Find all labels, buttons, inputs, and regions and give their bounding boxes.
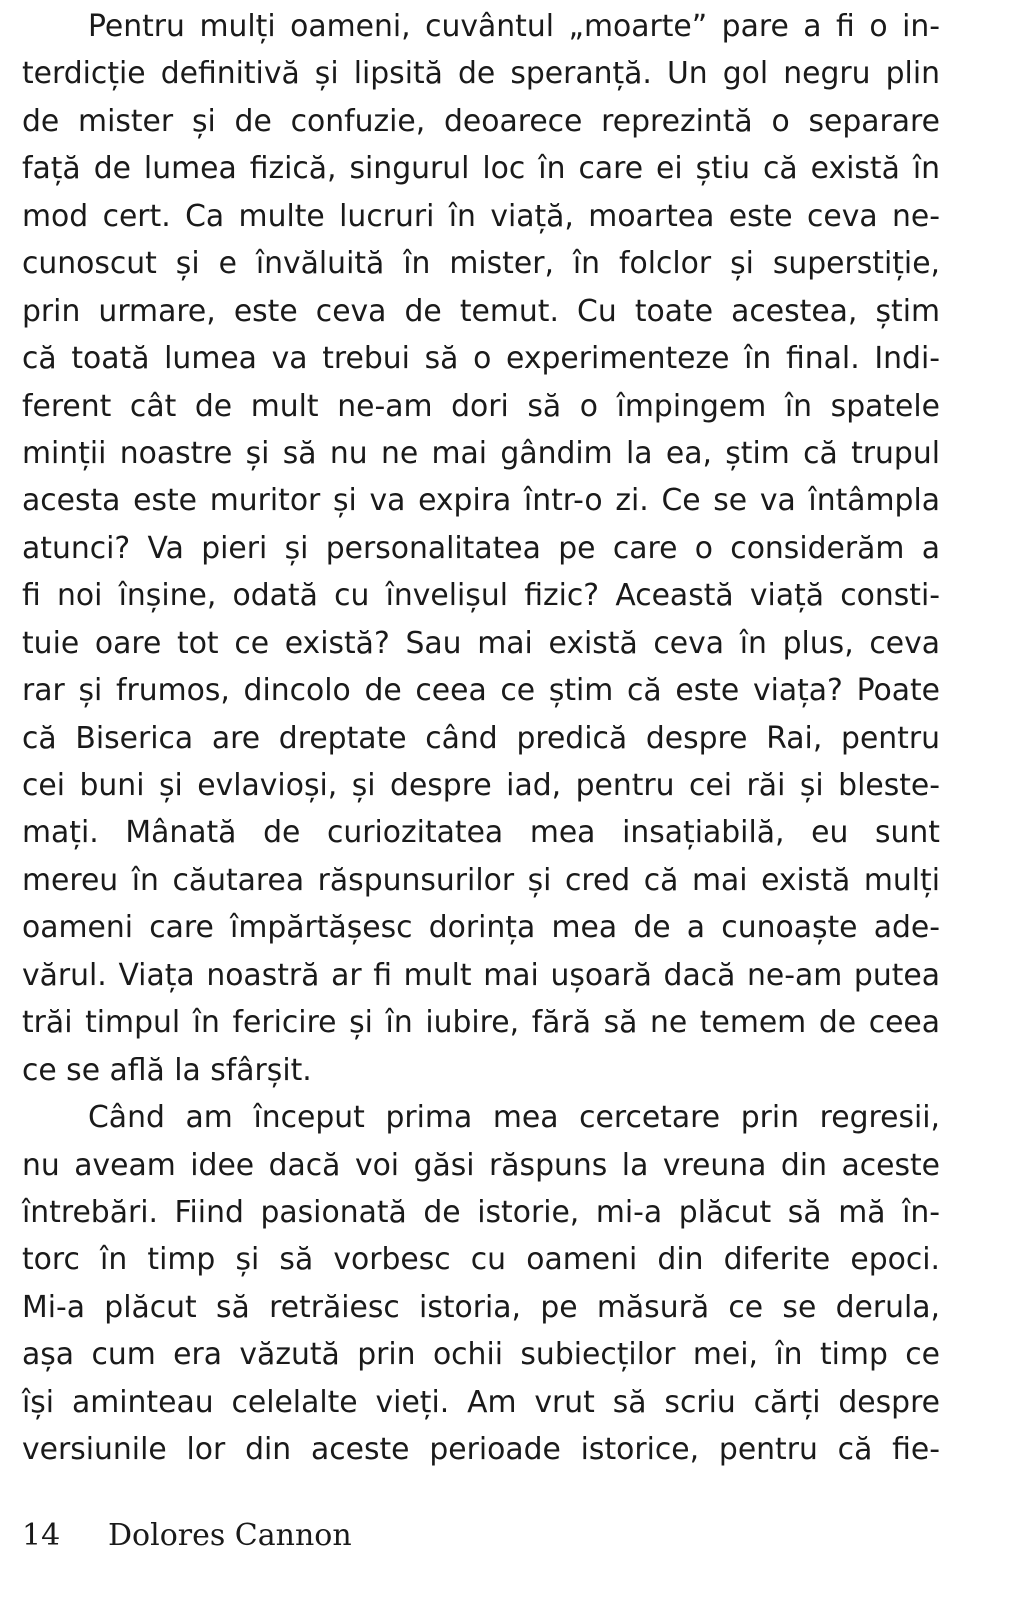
- text-line: rar și frumos, dincolo de ceea ce știm că este viața? Poate: [22, 673, 940, 709]
- text-line: torc în timp și să vorbesc cu oameni din diferite epoci.: [22, 1242, 940, 1278]
- text-line: așa cum era văzută prin ochii subiecților mei, în timp ce: [22, 1337, 940, 1373]
- body-text: [22, 3, 940, 1474]
- text-line: mod cert. Ca multe lucruri în viață, moartea este ceva ne-: [22, 198, 940, 234]
- text-line: că toată lumea va trebui să o experimenteze în final. Indi-: [22, 341, 940, 377]
- text-line: ce se află la sfârșit.: [22, 1052, 312, 1088]
- text-line: își aminteau celelalte vieți. Am vrut să scriu cărți despre: [22, 1384, 940, 1420]
- text-line: atunci? Va pieri și personalitatea pe care o considerăm a: [22, 530, 940, 566]
- text-line: nu aveam idee dacă voi găsi răspuns la vreuna din aceste: [22, 1147, 940, 1183]
- text-line: întrebări. Fiind pasionată de istorie, mi-a plăcut să mă în-: [22, 1194, 940, 1230]
- text-line: că Biserica are dreptate când predică despre Rai, pentru: [22, 720, 940, 756]
- text-line: ferent cât de mult ne-am dori să o împingem în spatele: [22, 388, 940, 424]
- text-line: Pentru mulți oameni, cuvântul „moarte” pare a fi o in-: [88, 9, 940, 44]
- text-line: față de lumea fizică, singurul loc în care ei știu că există în: [22, 151, 940, 187]
- text-line: vărul. Viața noastră ar fi mult mai ușoară dacă ne-am putea: [22, 957, 940, 993]
- author-name: Dolores Cannon: [108, 1518, 352, 1553]
- text-line: cei buni și evlavioși, și despre iad, pentru cei răi și bleste-: [22, 768, 940, 803]
- text-line: acesta este muritor și va expira într-o zi. Ce se va întâmpla: [22, 483, 940, 519]
- text-line: mereu în căutarea răspunsurilor și cred că mai există mulți: [22, 862, 940, 898]
- text-line: de mister și de confuzie, deoarece reprezintă o separare: [22, 103, 940, 139]
- text-line: tuie oare tot ce există? Sau mai există ceva în plus, ceva: [22, 625, 940, 661]
- text-line: prin urmare, este ceva de temut. Cu toate acestea, știm: [22, 293, 940, 329]
- text-line: terdicție definitivă și lipsită de speranță. Un gol negru plin: [22, 56, 940, 92]
- page-footer: [22, 1512, 352, 1560]
- text-line: versiunile lor din aceste perioade istorice, pentru că fie-: [22, 1432, 940, 1468]
- text-line: mați. Mânată de curiozitatea mea insațiabilă, eu sunt: [22, 815, 940, 851]
- text-line: cunoscut și e învăluită în mister, în folclor și superstiție,: [22, 246, 940, 282]
- text-line: oameni care împărtășesc dorința mea de a cunoaște ade-: [22, 910, 940, 946]
- text-line: Când am început prima mea cercetare prin regresii,: [88, 1100, 940, 1136]
- text-line: trăi timpul în fericire și în iubire, fără să ne temem de ceea: [22, 1005, 940, 1041]
- text-line: minții noastre și să nu ne mai gândim la ea, știm că trupul: [22, 435, 940, 471]
- text-line: Mi-a plăcut să retrăiesc istoria, pe măsură ce se derula,: [22, 1289, 940, 1325]
- page-number: 14: [22, 1518, 61, 1553]
- text-line: fi noi înșine, odată cu învelișul fizic? Această viață consti-: [22, 578, 940, 614]
